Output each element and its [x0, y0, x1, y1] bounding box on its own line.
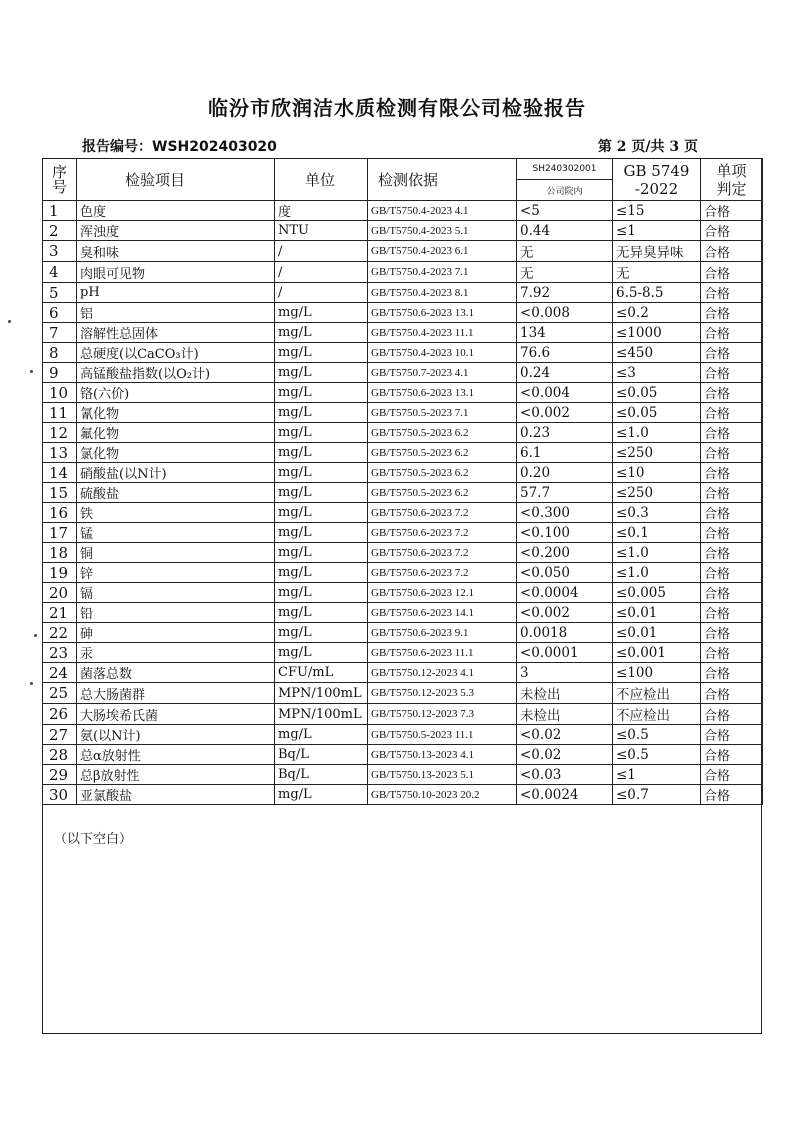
- cell-limit: ≤0.01: [613, 603, 701, 623]
- cell-limit: 6.5-8.5: [613, 283, 701, 303]
- table-row: [43, 323, 763, 343]
- cell-result: <0.004: [517, 383, 613, 403]
- cell-result: 0.24: [517, 363, 613, 383]
- cell-judge: 合格: [701, 725, 763, 745]
- cell-judge: 合格: [701, 221, 763, 241]
- cell-unit: mg/L: [275, 603, 368, 623]
- cell-basis: GB/T5750.4-2023 11.1: [368, 323, 517, 343]
- header-seq: 序号: [43, 159, 77, 201]
- cell-limit: ≤1.0: [613, 563, 701, 583]
- cell-basis: GB/T5750.4-2023 6.1: [368, 241, 517, 262]
- cell-basis: GB/T5750.10-2023 20.2: [368, 785, 517, 805]
- cell-item: 总大肠菌群: [77, 683, 275, 704]
- scan-speck: [30, 682, 33, 685]
- header-standard-line1: GB 5749: [623, 161, 690, 180]
- cell-basis: GB/T5750.12-2023 4.1: [368, 663, 517, 683]
- blank-note: （以下空白）: [54, 832, 133, 847]
- cell-result: 无: [517, 241, 613, 262]
- table-row: [43, 765, 763, 785]
- cell-limit: ≤0.2: [613, 303, 701, 323]
- header-sample-location: 公司院内: [517, 180, 613, 201]
- cell-limit: ≤0.05: [613, 403, 701, 423]
- header-standard-line2: -2022: [634, 179, 679, 198]
- cell-limit: ≤0.1: [613, 523, 701, 543]
- cell-result: 134: [517, 323, 613, 343]
- header-unit: 单位: [275, 159, 368, 201]
- cell-result: 未检出: [517, 683, 613, 704]
- cell-judge: 合格: [701, 262, 763, 283]
- cell-limit: ≤0.05: [613, 383, 701, 403]
- cell-judge: 合格: [701, 543, 763, 563]
- table-row: [43, 201, 763, 221]
- cell-item: 铅: [77, 603, 275, 623]
- cell-seq: 18: [43, 543, 77, 563]
- cell-item: 肉眼可见物: [77, 262, 275, 283]
- cell-unit: mg/L: [275, 463, 368, 483]
- table-row: [43, 443, 763, 463]
- cell-unit: mg/L: [275, 725, 368, 745]
- cell-unit: mg/L: [275, 523, 368, 543]
- cell-basis: GB/T5750.6-2023 7.2: [368, 543, 517, 563]
- cell-seq: 10: [43, 383, 77, 403]
- cell-unit: mg/L: [275, 583, 368, 603]
- cell-judge: 合格: [701, 523, 763, 543]
- cell-basis: GB/T5750.6-2023 7.2: [368, 523, 517, 543]
- cell-result: <0.008: [517, 303, 613, 323]
- cell-result: <5: [517, 201, 613, 221]
- header-judge: [701, 159, 763, 201]
- cell-judge: 合格: [701, 704, 763, 725]
- cell-judge: 合格: [701, 623, 763, 643]
- cell-unit: MPN/100mL: [275, 704, 368, 725]
- cell-item: 大肠埃希氏菌: [77, 704, 275, 725]
- cell-result: 7.92: [517, 283, 613, 303]
- cell-judge: 合格: [701, 683, 763, 704]
- table-row: [43, 283, 763, 303]
- scan-speck: [8, 320, 11, 323]
- cell-result: <0.0024: [517, 785, 613, 805]
- cell-basis: GB/T5750.13-2023 5.1: [368, 765, 517, 785]
- cell-unit: /: [275, 262, 368, 283]
- cell-judge: 合格: [701, 423, 763, 443]
- cell-limit: ≤0.5: [613, 745, 701, 765]
- cell-seq: 4: [43, 262, 77, 283]
- results-table: [42, 158, 763, 805]
- cell-basis: GB/T5750.5-2023 7.1: [368, 403, 517, 423]
- cell-item: 总α放射性: [77, 745, 275, 765]
- table-row: [43, 623, 763, 643]
- cell-judge: 合格: [701, 765, 763, 785]
- cell-limit: 无: [613, 262, 701, 283]
- table-row: [43, 221, 763, 241]
- cell-item: 砷: [77, 623, 275, 643]
- cell-judge: 合格: [701, 323, 763, 343]
- report-number-value: WSH202403020: [152, 139, 277, 155]
- cell-basis: GB/T5750.6-2023 14.1: [368, 603, 517, 623]
- cell-unit: mg/L: [275, 483, 368, 503]
- cell-item: 臭和味: [77, 241, 275, 262]
- cell-result: <0.0004: [517, 583, 613, 603]
- cell-result: 57.7: [517, 483, 613, 503]
- cell-basis: GB/T5750.4-2023 10.1: [368, 343, 517, 363]
- table-row: [43, 745, 763, 765]
- cell-judge: 合格: [701, 283, 763, 303]
- cell-judge: 合格: [701, 303, 763, 323]
- cell-basis: GB/T5750.5-2023 6.2: [368, 483, 517, 503]
- cell-unit: /: [275, 241, 368, 262]
- cell-item: 汞: [77, 643, 275, 663]
- cell-seq: 27: [43, 725, 77, 745]
- table-row: [43, 483, 763, 503]
- cell-item: 锰: [77, 523, 275, 543]
- cell-basis: GB/T5750.7-2023 4.1: [368, 363, 517, 383]
- cell-result: <0.200: [517, 543, 613, 563]
- cell-item: 氰化物: [77, 403, 275, 423]
- cell-limit: 无异臭异味: [613, 241, 701, 262]
- scan-speck: [30, 370, 33, 373]
- cell-seq: 14: [43, 463, 77, 483]
- cell-basis: GB/T5750.4-2023 8.1: [368, 283, 517, 303]
- cell-limit: ≤1000: [613, 323, 701, 343]
- cell-seq: 28: [43, 745, 77, 765]
- cell-limit: ≤250: [613, 443, 701, 463]
- cell-result: <0.300: [517, 503, 613, 523]
- cell-limit: 不应检出: [613, 704, 701, 725]
- cell-unit: mg/L: [275, 363, 368, 383]
- cell-basis: GB/T5750.6-2023 7.2: [368, 563, 517, 583]
- cell-judge: 合格: [701, 503, 763, 523]
- cell-seq: 23: [43, 643, 77, 663]
- cell-limit: ≤250: [613, 483, 701, 503]
- cell-result: 6.1: [517, 443, 613, 463]
- table-row: [43, 683, 763, 704]
- cell-item: 总β放射性: [77, 765, 275, 785]
- cell-item: 锌: [77, 563, 275, 583]
- cell-limit: ≤1: [613, 765, 701, 785]
- cell-item: 高锰酸盐指数(以O₂计): [77, 363, 275, 383]
- cell-seq: 25: [43, 683, 77, 704]
- cell-seq: 2: [43, 221, 77, 241]
- cell-limit: ≤100: [613, 663, 701, 683]
- table-row: [43, 303, 763, 323]
- cell-item: 铁: [77, 503, 275, 523]
- cell-item: 氯化物: [77, 443, 275, 463]
- cell-unit: /: [275, 283, 368, 303]
- cell-item: pH: [77, 283, 275, 303]
- cell-limit: ≤15: [613, 201, 701, 221]
- cell-item: 亚氯酸盐: [77, 785, 275, 805]
- table-row: [43, 563, 763, 583]
- cell-basis: GB/T5750.6-2023 12.1: [368, 583, 517, 603]
- cell-limit: 不应检出: [613, 683, 701, 704]
- cell-judge: 合格: [701, 643, 763, 663]
- cell-seq: 30: [43, 785, 77, 805]
- cell-basis: GB/T5750.6-2023 13.1: [368, 303, 517, 323]
- cell-limit: ≤3: [613, 363, 701, 383]
- cell-basis: GB/T5750.12-2023 5.3: [368, 683, 517, 704]
- table-row: [43, 343, 763, 363]
- table-row: [43, 603, 763, 623]
- cell-seq: 12: [43, 423, 77, 443]
- table-row: [43, 725, 763, 745]
- table-row: [43, 403, 763, 423]
- cell-judge: 合格: [701, 483, 763, 503]
- table-row: [43, 463, 763, 483]
- cell-item: 氟化物: [77, 423, 275, 443]
- cell-unit: mg/L: [275, 403, 368, 423]
- cell-seq: 9: [43, 363, 77, 383]
- cell-item: 溶解性总固体: [77, 323, 275, 343]
- cell-judge: 合格: [701, 403, 763, 423]
- cell-limit: ≤0.5: [613, 725, 701, 745]
- cell-limit: ≤450: [613, 343, 701, 363]
- table-row: [43, 241, 763, 262]
- cell-item: 总硬度(以CaCO₃计): [77, 343, 275, 363]
- report-number: [82, 136, 277, 156]
- cell-judge: 合格: [701, 463, 763, 483]
- cell-item: 铝: [77, 303, 275, 323]
- cell-limit: ≤0.7: [613, 785, 701, 805]
- cell-result: <0.02: [517, 745, 613, 765]
- cell-result: <0.03: [517, 765, 613, 785]
- cell-result: <0.050: [517, 563, 613, 583]
- table-row: [43, 583, 763, 603]
- table-row: [43, 503, 763, 523]
- cell-limit: ≤1: [613, 221, 701, 241]
- cell-judge: 合格: [701, 583, 763, 603]
- header-judge-line1: 单项: [716, 161, 747, 180]
- table-row: [43, 643, 763, 663]
- cell-result: 0.44: [517, 221, 613, 241]
- cell-unit: mg/L: [275, 785, 368, 805]
- cell-seq: 13: [43, 443, 77, 463]
- cell-unit: mg/L: [275, 443, 368, 463]
- cell-basis: GB/T5750.6-2023 9.1: [368, 623, 517, 643]
- header-standard: [613, 159, 701, 201]
- table-row: [43, 523, 763, 543]
- cell-judge: 合格: [701, 343, 763, 363]
- cell-unit: mg/L: [275, 323, 368, 343]
- table-row: [43, 785, 763, 805]
- cell-unit: mg/L: [275, 503, 368, 523]
- report-number-label: 报告编号：: [82, 139, 152, 155]
- cell-result: 3: [517, 663, 613, 683]
- cell-result: <0.0001: [517, 643, 613, 663]
- cell-item: 色度: [77, 201, 275, 221]
- cell-result: 0.20: [517, 463, 613, 483]
- cell-limit: ≤1.0: [613, 543, 701, 563]
- cell-judge: 合格: [701, 363, 763, 383]
- cell-basis: GB/T5750.12-2023 7.3: [368, 704, 517, 725]
- cell-basis: GB/T5750.5-2023 11.1: [368, 725, 517, 745]
- cell-basis: GB/T5750.4-2023 5.1: [368, 221, 517, 241]
- table-row: [43, 383, 763, 403]
- cell-item: 氨(以N计): [77, 725, 275, 745]
- cell-basis: GB/T5750.13-2023 4.1: [368, 745, 517, 765]
- cell-limit: ≤0.01: [613, 623, 701, 643]
- cell-unit: mg/L: [275, 643, 368, 663]
- cell-seq: 21: [43, 603, 77, 623]
- cell-result: 0.0018: [517, 623, 613, 643]
- cell-unit: 度: [275, 201, 368, 221]
- cell-unit: mg/L: [275, 563, 368, 583]
- cell-seq: 6: [43, 303, 77, 323]
- cell-seq: 24: [43, 663, 77, 683]
- cell-judge: 合格: [701, 603, 763, 623]
- cell-seq: 11: [43, 403, 77, 423]
- cell-seq: 1: [43, 201, 77, 221]
- cell-item: 浑浊度: [77, 221, 275, 241]
- header-sample-id: SH240302001: [517, 159, 613, 180]
- page-indicator: 第 2 页/共 3 页: [597, 139, 698, 155]
- cell-seq: 3: [43, 241, 77, 262]
- table-row: [43, 262, 763, 283]
- cell-basis: GB/T5750.5-2023 6.2: [368, 463, 517, 483]
- cell-unit: mg/L: [275, 343, 368, 363]
- cell-item: 铬(六价): [77, 383, 275, 403]
- cell-judge: 合格: [701, 241, 763, 262]
- scan-speck: [34, 634, 37, 637]
- cell-item: 硫酸盐: [77, 483, 275, 503]
- cell-item: 镉: [77, 583, 275, 603]
- cell-unit: Bq/L: [275, 745, 368, 765]
- cell-limit: ≤10: [613, 463, 701, 483]
- cell-unit: mg/L: [275, 383, 368, 403]
- cell-unit: CFU/mL: [275, 663, 368, 683]
- cell-item: 菌落总数: [77, 663, 275, 683]
- cell-seq: 15: [43, 483, 77, 503]
- cell-item: 铜: [77, 543, 275, 563]
- cell-basis: GB/T5750.6-2023 11.1: [368, 643, 517, 663]
- cell-seq: 17: [43, 523, 77, 543]
- cell-seq: 8: [43, 343, 77, 363]
- cell-seq: 7: [43, 323, 77, 343]
- cell-seq: 19: [43, 563, 77, 583]
- cell-unit: NTU: [275, 221, 368, 241]
- cell-judge: 合格: [701, 745, 763, 765]
- cell-judge: 合格: [701, 443, 763, 463]
- table-row: [43, 363, 763, 383]
- cell-judge: 合格: [701, 563, 763, 583]
- cell-judge: 合格: [701, 383, 763, 403]
- cell-result: 无: [517, 262, 613, 283]
- cell-seq: 5: [43, 283, 77, 303]
- table-row: [43, 663, 763, 683]
- table-row: [43, 704, 763, 725]
- cell-limit: ≤0.001: [613, 643, 701, 663]
- cell-basis: GB/T5750.5-2023 6.2: [368, 423, 517, 443]
- cell-unit: mg/L: [275, 423, 368, 443]
- cell-basis: GB/T5750.4-2023 4.1: [368, 201, 517, 221]
- cell-result: <0.02: [517, 725, 613, 745]
- cell-unit: Bq/L: [275, 765, 368, 785]
- cell-limit: ≤0.005: [613, 583, 701, 603]
- header-basis: 检测依据: [368, 159, 517, 201]
- cell-seq: 16: [43, 503, 77, 523]
- cell-result: <0.002: [517, 603, 613, 623]
- cell-judge: 合格: [701, 785, 763, 805]
- table-row: [43, 423, 763, 443]
- cell-basis: GB/T5750.5-2023 6.2: [368, 443, 517, 463]
- cell-unit: mg/L: [275, 303, 368, 323]
- results-body: [43, 201, 763, 805]
- cell-judge: 合格: [701, 663, 763, 683]
- cell-seq: 26: [43, 704, 77, 725]
- cell-unit: MPN/100mL: [275, 683, 368, 704]
- report-title: 临汾市欣润洁水质检测有限公司检验报告: [208, 96, 586, 120]
- cell-basis: GB/T5750.4-2023 7.1: [368, 262, 517, 283]
- header-item: 检验项目: [77, 159, 275, 201]
- cell-judge: 合格: [701, 201, 763, 221]
- cell-basis: GB/T5750.6-2023 13.1: [368, 383, 517, 403]
- cell-limit: ≤1.0: [613, 423, 701, 443]
- cell-unit: mg/L: [275, 623, 368, 643]
- cell-basis: GB/T5750.6-2023 7.2: [368, 503, 517, 523]
- cell-limit: ≤0.3: [613, 503, 701, 523]
- cell-seq: 22: [43, 623, 77, 643]
- cell-seq: 20: [43, 583, 77, 603]
- cell-unit: mg/L: [275, 543, 368, 563]
- header-judge-line2: 判定: [716, 179, 747, 198]
- cell-result: 0.23: [517, 423, 613, 443]
- cell-result: <0.100: [517, 523, 613, 543]
- cell-result: 76.6: [517, 343, 613, 363]
- cell-item: 硝酸盐(以N计): [77, 463, 275, 483]
- table-row: [43, 543, 763, 563]
- cell-result: <0.002: [517, 403, 613, 423]
- cell-seq: 29: [43, 765, 77, 785]
- cell-result: 未检出: [517, 704, 613, 725]
